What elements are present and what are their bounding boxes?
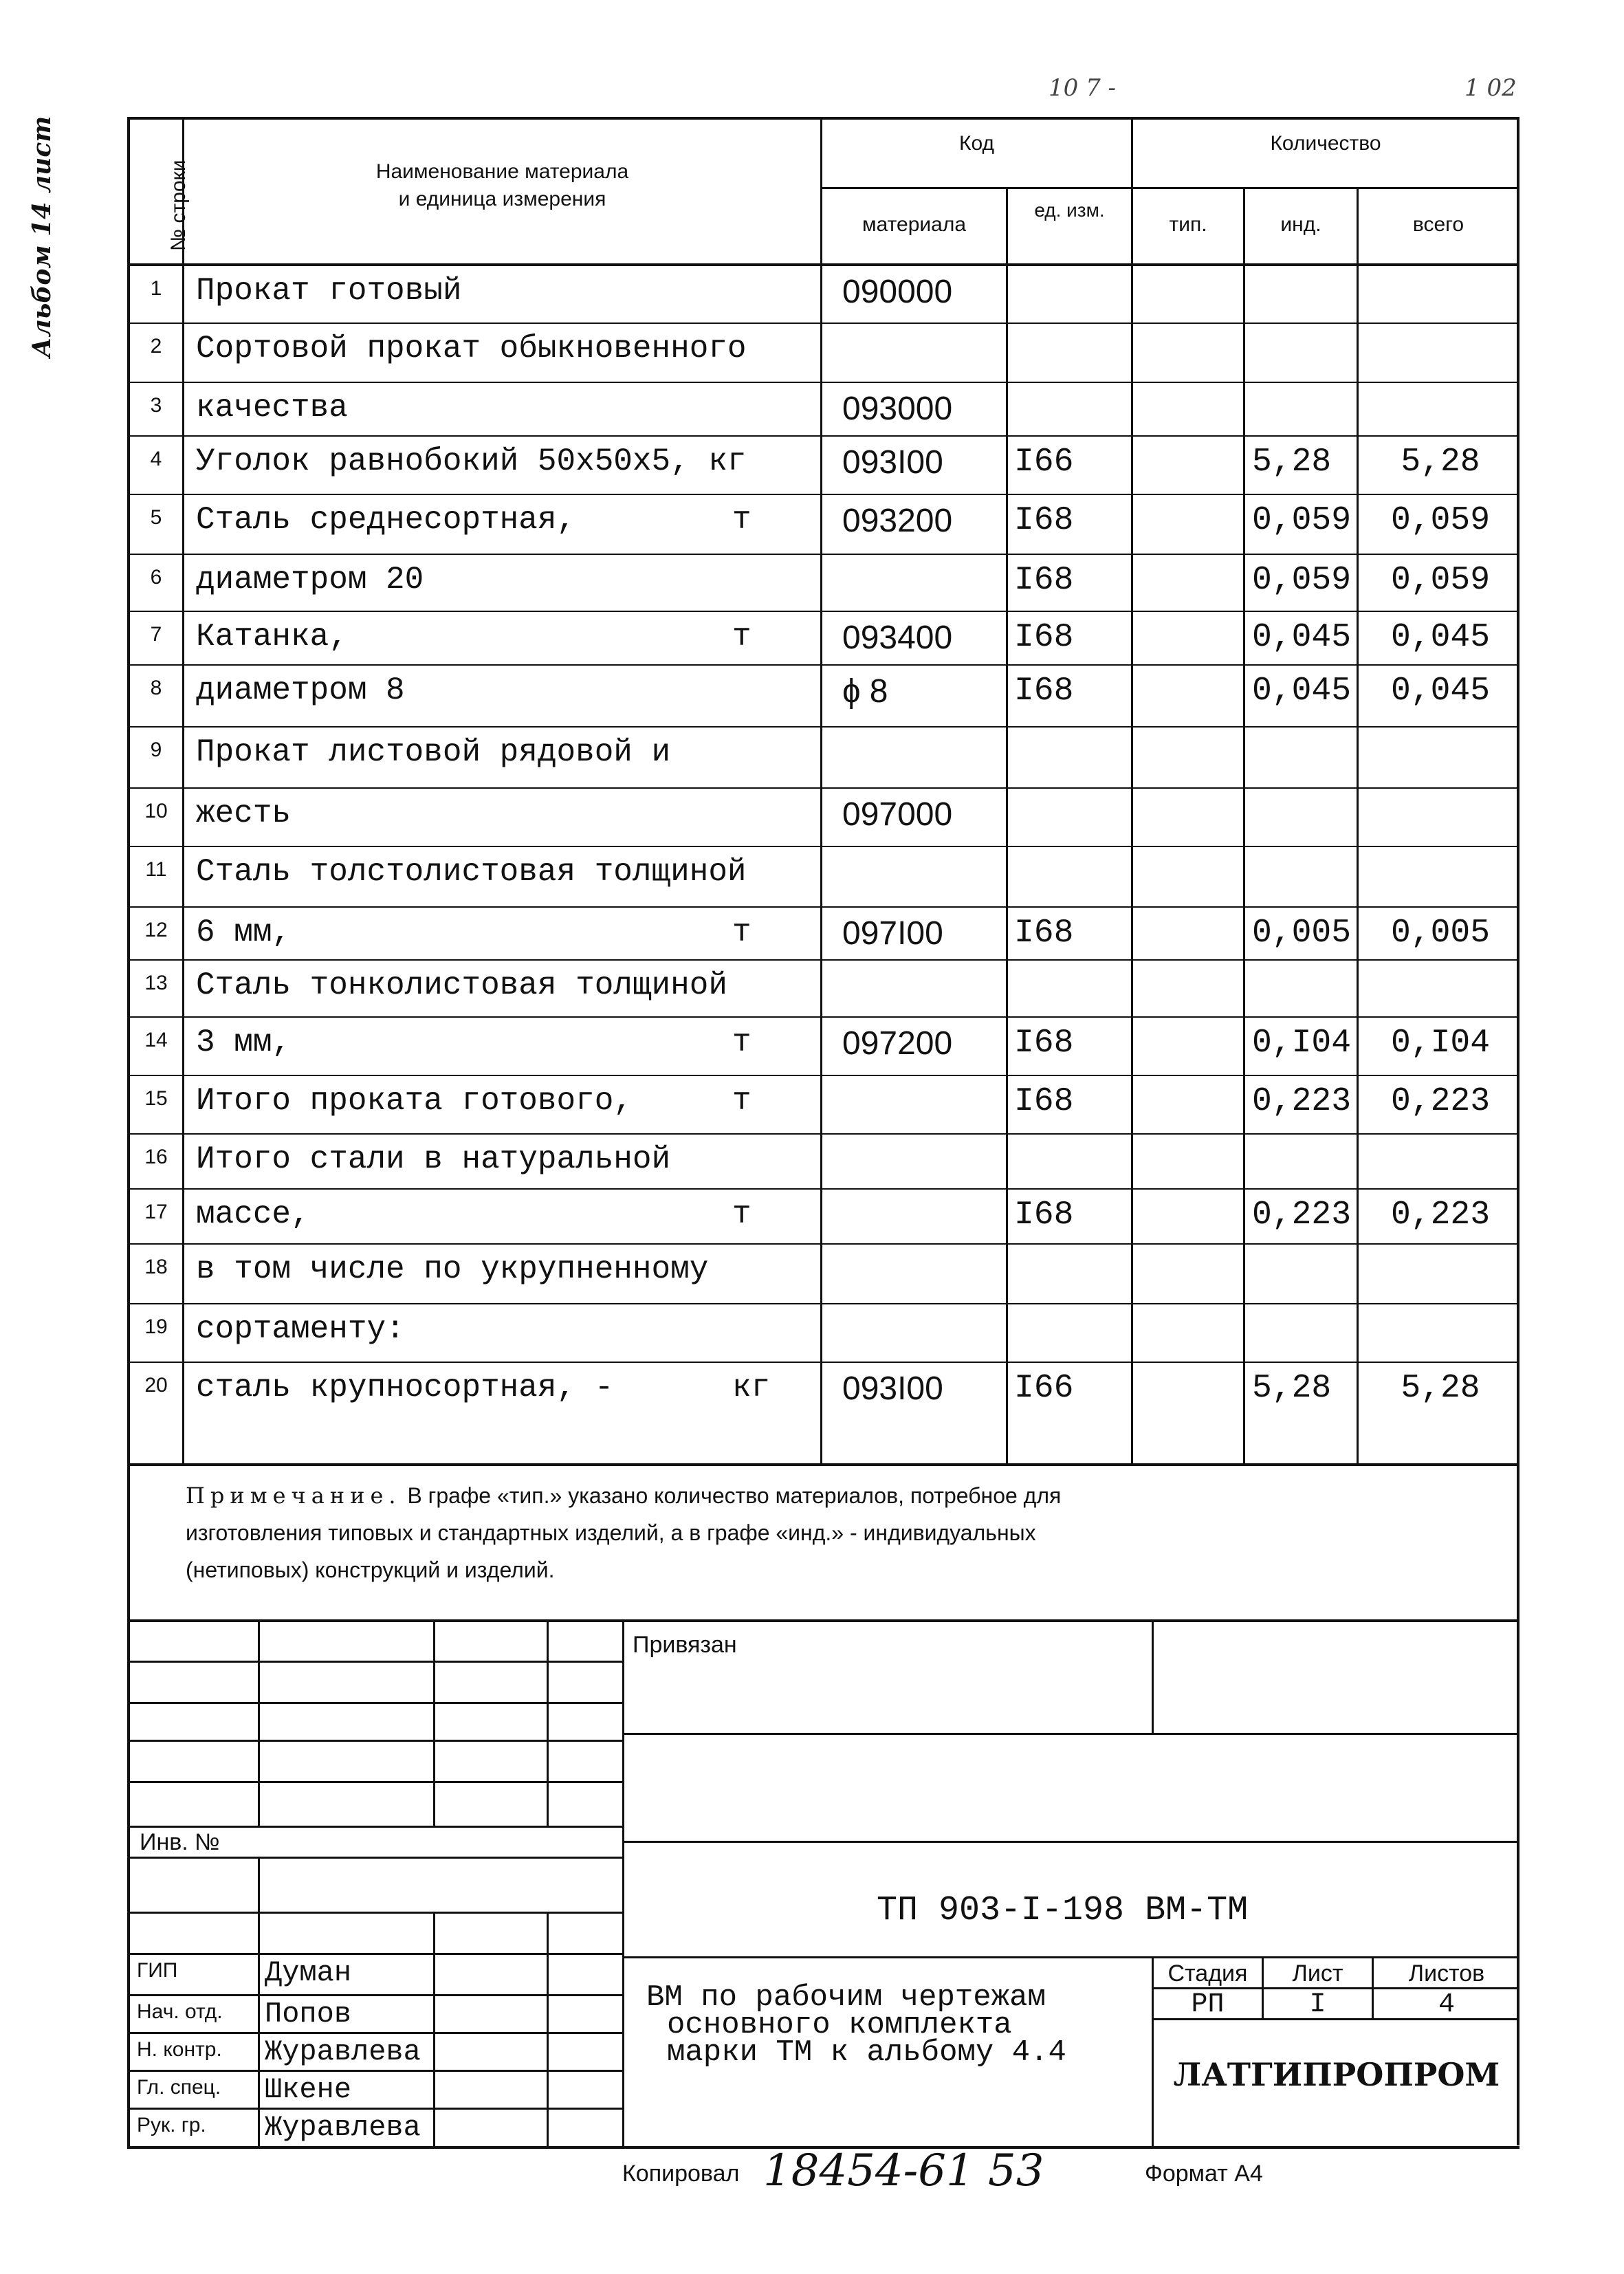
- row-qty-ind: 0,223: [1252, 1196, 1352, 1234]
- row-divider: [127, 1075, 1518, 1076]
- row-qty-ind: 0,223: [1252, 1083, 1352, 1120]
- row-code-material: 093I00: [842, 444, 943, 481]
- row-code-unit: I66: [1014, 444, 1074, 481]
- role-label: Н. контр.: [137, 2038, 222, 2061]
- row-unit-label: т: [732, 915, 751, 950]
- row-name: жесть: [196, 796, 292, 831]
- note-line-1: В графе «тип.» указано количество материалов, потребное для: [407, 1483, 1062, 1508]
- header-qty-typ: тип.: [1169, 213, 1207, 236]
- row-divider: [127, 1133, 1518, 1135]
- sheet-label: Лист: [1292, 1960, 1343, 1987]
- top-right-mark: 1 02: [1464, 74, 1517, 102]
- side-album-label: Альбом 14 лист: [28, 116, 56, 358]
- row-number: 11: [145, 858, 167, 881]
- row-name: Уголок равнобокий 50х50х5, кг: [196, 444, 747, 479]
- row-name: сортаменту:: [196, 1311, 405, 1347]
- row-name: массе,: [196, 1196, 310, 1232]
- row-code-unit: I68: [1014, 673, 1074, 710]
- header-qty-ind: инд.: [1280, 213, 1321, 236]
- row-divider: [127, 554, 1518, 555]
- role-person: Попов: [265, 1998, 352, 2031]
- row-number: 13: [144, 972, 168, 994]
- header-code: Код: [958, 132, 994, 155]
- row-qty-total: 0,223: [1390, 1083, 1491, 1120]
- row-number: 4: [150, 448, 162, 470]
- row-code-unit: I68: [1014, 1196, 1074, 1234]
- row-divider: [127, 494, 1518, 495]
- row-number: 6: [150, 566, 162, 589]
- row-qty-ind: 0,045: [1252, 673, 1352, 710]
- row-unit-label: т: [732, 1083, 751, 1119]
- row-qty-ind: 5,28: [1252, 1370, 1332, 1407]
- role-person: Шкене: [265, 2073, 352, 2106]
- row-code-material: ɸ 8: [842, 673, 888, 710]
- row-unit-label: кг: [732, 1370, 771, 1406]
- row-qty-ind: 0,045: [1252, 619, 1352, 656]
- row-qty-ind: 5,28: [1252, 444, 1332, 481]
- row-qty-total: 5,28: [1401, 444, 1480, 481]
- row-divider: [127, 1016, 1518, 1018]
- row-unit-label: т: [732, 1196, 751, 1232]
- sheets-label: Листов: [1408, 1960, 1485, 1987]
- stage-value: РП: [1191, 1989, 1225, 2020]
- row-divider: [127, 906, 1518, 908]
- row-name: Итого проката готового,: [196, 1083, 633, 1119]
- sheet-value: I: [1309, 1989, 1326, 2020]
- row-code-unit: I68: [1014, 1025, 1074, 1062]
- row-qty-total: 5,28: [1401, 1370, 1480, 1407]
- role-label: Гл. спец.: [137, 2076, 221, 2099]
- title-line-1: ВМ по рабочим чертежам: [646, 1980, 1046, 2015]
- row-code-material: 093200: [842, 503, 953, 539]
- row-qty-ind: 0,I04: [1252, 1025, 1352, 1062]
- row-qty-ind: 0,059: [1252, 502, 1352, 539]
- title-line-2: основного комплекта: [667, 2008, 1012, 2042]
- row-name: в том числе по укрупненному: [196, 1251, 709, 1287]
- row-number: 20: [144, 1374, 168, 1397]
- row-number: 2: [150, 335, 162, 358]
- header-name: Наименование материала и единица измерения: [375, 160, 629, 210]
- row-qty-total: 0,045: [1390, 619, 1491, 656]
- note: [186, 1477, 1492, 1588]
- row-name: 6 мм,: [196, 915, 292, 950]
- row-qty-ind: 0,005: [1252, 915, 1352, 952]
- row-name: Сталь толстолистовая толщиной: [196, 854, 747, 890]
- row-divider: [127, 1362, 1518, 1363]
- row-qty-total: 0,045: [1390, 673, 1491, 710]
- row-code-material: 093I00: [842, 1370, 943, 1407]
- row-number: 19: [144, 1315, 168, 1338]
- row-qty-total: 0,223: [1390, 1196, 1491, 1234]
- row-number: 14: [144, 1029, 168, 1051]
- row-name: Итого стали в натуральной: [196, 1141, 671, 1177]
- top-handwritten-mark: 10 7 -: [1049, 74, 1116, 102]
- row-divider: [127, 664, 1518, 666]
- row-number: 5: [150, 506, 162, 529]
- row-divider: [127, 1303, 1518, 1304]
- row-number: 7: [150, 623, 162, 646]
- row-name: диаметром 8: [196, 673, 405, 708]
- row-divider: [127, 959, 1518, 961]
- row-number: 9: [150, 739, 162, 761]
- row-unit-label: т: [732, 619, 751, 655]
- row-number: 16: [144, 1146, 168, 1168]
- row-number: 3: [150, 394, 162, 417]
- row-code-material: 097000: [842, 796, 953, 833]
- role-label: ГИП: [137, 1959, 178, 1982]
- row-qty-total: 0,I04: [1390, 1025, 1491, 1062]
- row-divider: [127, 1188, 1518, 1190]
- row-name: 3 мм,: [196, 1025, 292, 1060]
- row-divider: [127, 846, 1518, 847]
- row-code-unit: I68: [1014, 502, 1074, 539]
- row-qty-ind: 0,059: [1252, 562, 1352, 599]
- row-code-unit: I66: [1014, 1370, 1074, 1407]
- row-divider: [127, 435, 1518, 437]
- title-line-3: марки ТМ к альбому 4.4: [667, 2035, 1066, 2070]
- role-label: Нач. отд.: [137, 2000, 223, 2023]
- stage-label: Стадия: [1167, 1960, 1248, 1987]
- row-name: качества: [196, 390, 348, 426]
- role-person: Журавлева: [265, 2111, 421, 2144]
- row-divider: [127, 1243, 1518, 1245]
- sheets-value: 4: [1438, 1989, 1455, 2020]
- row-name: Сталь среднесортная,: [196, 502, 576, 538]
- row-qty-total: 0,005: [1390, 915, 1491, 952]
- row-number: 18: [144, 1256, 168, 1278]
- row-code-unit: I68: [1014, 1083, 1074, 1120]
- row-code-material: 097I00: [842, 915, 943, 952]
- row-divider: [127, 787, 1518, 789]
- inv-no-label: Инв. №: [140, 1829, 220, 1855]
- row-code-unit: I68: [1014, 562, 1074, 599]
- row-code-unit: I68: [1014, 915, 1074, 952]
- row-qty-total: 0,059: [1390, 562, 1491, 599]
- row-name: Прокат готовый: [196, 273, 462, 309]
- note-line-3: (нетиповых) конструкций и изделий.: [186, 1557, 555, 1582]
- note-label: Примечание.: [186, 1483, 402, 1509]
- row-name: Сортовой прокат обыкновенного: [196, 331, 747, 367]
- role-person: Думан: [265, 1956, 352, 1989]
- row-name: Прокат листовой рядовой и: [196, 734, 671, 770]
- row-unit-label: т: [732, 1025, 751, 1060]
- row-divider: [127, 611, 1518, 612]
- row-qty-total: 0,059: [1390, 502, 1491, 539]
- doc-code: ТП 903-I-198 ВМ-ТМ: [877, 1891, 1249, 1930]
- row-code-material: 097200: [842, 1025, 953, 1062]
- row-divider: [127, 382, 1518, 383]
- row-code-material: 093400: [842, 620, 953, 656]
- header-quantity: Количество: [1270, 132, 1381, 155]
- role-person: Журавлева: [265, 2035, 421, 2068]
- note-line-2: изготовления типовых и стандартных изделий, а в графе «инд.» - индивидуальных: [186, 1520, 1036, 1545]
- materials-table: [127, 117, 1519, 1465]
- organization: ЛАТГИПРОПРОМ: [1173, 2056, 1500, 2093]
- header-code-material: материала: [862, 213, 967, 236]
- row-divider: [127, 726, 1518, 728]
- row-name: сталь крупносортная, -: [196, 1370, 614, 1406]
- row-divider: [127, 322, 1518, 324]
- format-label: Формат А4: [1145, 2161, 1263, 2187]
- row-name: Катанка,: [196, 619, 348, 655]
- header-code-unit: ед. изм.: [1034, 199, 1105, 221]
- row-number: 15: [144, 1087, 168, 1110]
- row-unit-label: т: [732, 502, 751, 538]
- row-number: 1: [150, 277, 162, 300]
- role-label: Рук. гр.: [137, 2114, 206, 2136]
- row-name: диаметром 20: [196, 562, 424, 598]
- row-name: Сталь тонколистовая толщиной: [196, 967, 727, 1003]
- title-block: [127, 1619, 1519, 2149]
- row-number: 17: [144, 1201, 168, 1223]
- row-number: 8: [150, 677, 162, 699]
- row-code-material: 090000: [842, 274, 953, 310]
- row-number: 10: [144, 800, 168, 822]
- row-number: 12: [144, 919, 168, 941]
- privyazan-label: Привязан: [633, 1632, 737, 1658]
- header-qty-total: всего: [1412, 213, 1464, 236]
- copied-number: 18454-61 53: [763, 2145, 1044, 2196]
- row-code-material: 093000: [842, 391, 953, 427]
- document-title: [646, 1980, 1066, 2070]
- header-row-number: № строки: [167, 160, 190, 251]
- row-code-unit: I68: [1014, 619, 1074, 656]
- copied-label: Копировал: [622, 2161, 740, 2187]
